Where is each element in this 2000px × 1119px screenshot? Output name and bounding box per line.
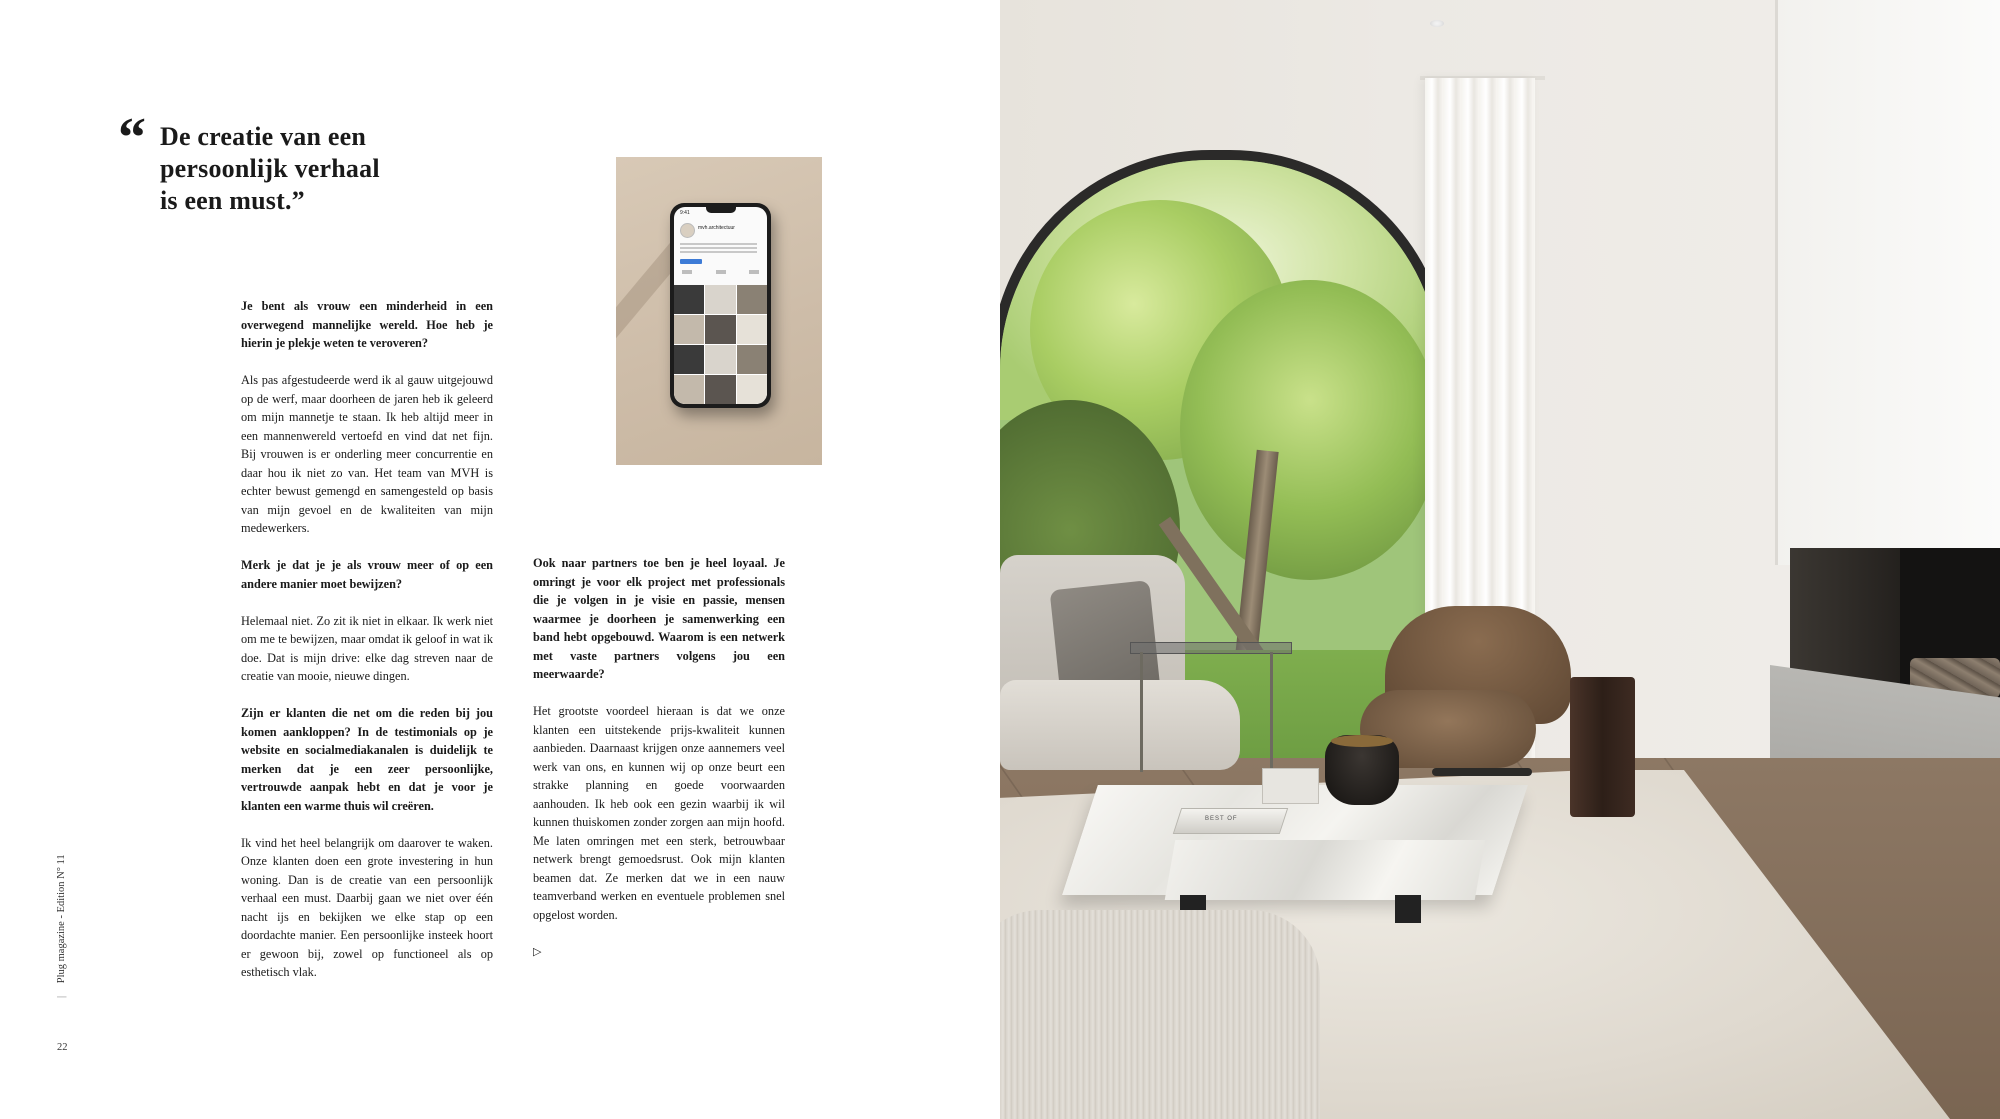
side-table-leg <box>1270 652 1273 772</box>
publication-footer <box>56 854 67 998</box>
wooden-stool <box>1570 677 1635 817</box>
side-table-leg <box>1140 652 1143 772</box>
article-column-2 <box>533 554 785 980</box>
interview-question: Zijn er klanten die net om die reden bij jou komen aankloppen? In de testimonials op je website en socialmediakanalen is duidelijk te merken dat je een zeer persoonlijke, vertrouwde aanpak hebt en dat je voor je klanten een warme thuis wil creëren. <box>241 706 493 813</box>
marble-coffee-table-lower <box>1165 840 1486 900</box>
sofa-seat <box>1000 680 1240 770</box>
ottoman <box>1000 910 1320 1119</box>
page-number: 22 <box>57 1042 68 1053</box>
profile-row <box>680 223 761 241</box>
book-title: BEST OF <box>1205 816 1238 822</box>
footer-separator: | <box>56 995 67 998</box>
interview-answer: Helemaal niet. Zo zit ik niet in elkaar. Ik werk niet om me te bewijzen, maar omdat ik geloof in wat ik doe. Dat is mijn drive: elke dag streven naar de creatie van mooie, nieuwe dingen. <box>241 613 493 683</box>
interview-question: Ook naar partners toe ben je heel loyaal. Je omringt je voor elk project met professionals die je volgen in je visie en passie, mensen waarmee je doorheen je samenwerking een band hebt opgebouwd. Waarom is een netwerk met vaste partners volgens jou een meerwaarde? <box>533 556 785 681</box>
interview-question: Je bent als vrouw een minderheid in een overwegend mannelijke wereld. Hoe heb je hierin je plekje weten te veroveren? <box>241 299 493 350</box>
profile-bio <box>680 243 757 255</box>
quote-mark: “ <box>118 107 146 169</box>
interior-photo <box>1000 0 2000 1119</box>
article-column-1 <box>241 297 493 1000</box>
pull-quote-line: persoonlijk verhaal <box>160 154 380 183</box>
interview-question: Merk je dat je je als vrouw meer of op een andere manier moet bewijzen? <box>241 558 493 591</box>
fireplace-wall <box>1775 0 2000 565</box>
interview-answer: Als pas afgestudeerde werd ik al gauw uitgejouwd op de werf, maar doorheen de jaren heb ik geleerd om mijn mannetje te staan. Ik heb altijd meer in een mannenwereld vertoefd en vind dat net fijn. Bij vrouwen is er onderling meer concurrentie en daar hou ik niet zo van. Het team van MVH is echter bewust gemengd en samengesteld op basis van mijn gevoel en de kwaliteiten van mijn medewerkers. <box>241 373 493 535</box>
avatar <box>680 223 695 238</box>
phone-screen <box>674 207 767 404</box>
side-table <box>1130 642 1292 654</box>
tray <box>1262 768 1319 804</box>
publication-name: Plug magazine - Edition N° 11 <box>56 854 67 984</box>
end-mark-icon: ▷ <box>533 945 542 958</box>
phone-photo <box>616 157 822 465</box>
tree-foliage <box>1180 280 1440 580</box>
profile-stats <box>682 270 759 278</box>
pull-quote-line: is een must.” <box>160 186 305 215</box>
ceiling-light <box>1430 20 1444 27</box>
phone-mockup <box>670 203 771 408</box>
armchair-base <box>1432 768 1532 776</box>
photo-grid <box>674 285 767 404</box>
profile-handle: mvh.architectuur <box>698 225 735 231</box>
phone-time: 9:41 <box>680 210 690 216</box>
pull-quote <box>160 121 490 217</box>
interview-answer: Ik vind het heel belangrijk om daarover te waken. Onze klanten doen een grote investering in hun woning. Dan is de creatie van een persoonlijk verhaal een must. Daarbij gaan we niet over één nacht ijs en bekijken we elke stap op een doordachte manier. Een persoonlijke insteek hoort er gewoon bij, zowel op functioneel als op esthetisch vlak. <box>241 835 493 979</box>
phone-notch <box>706 207 736 213</box>
follow-button <box>680 259 702 264</box>
pull-quote-line: De creatie van een <box>160 122 366 151</box>
interview-answer: Het grootste voordeel hieraan is dat we onze klanten een uitstekende prijs-kwaliteit kunnen aanbieden. Daarnaast krijgen onze aannemers veel werk van ons, en kunnen wij op onze beurt een strakke planning en goede voorwaarden aanhouden. Ik heb ook een gezin waarbij ik wil kunnen thuiskomen zonder zorgen aan mijn hoofd. Me laten omringen met een sterk, betrouwbaar netwerk brengt gemoedsrust. Ook mijn klanten beamen dat. Ze merken dat we in een nauw teamverband werken en eventuele problemen snel opgelost worden. <box>533 704 785 922</box>
table-leg <box>1395 895 1421 923</box>
vase <box>1325 735 1399 805</box>
